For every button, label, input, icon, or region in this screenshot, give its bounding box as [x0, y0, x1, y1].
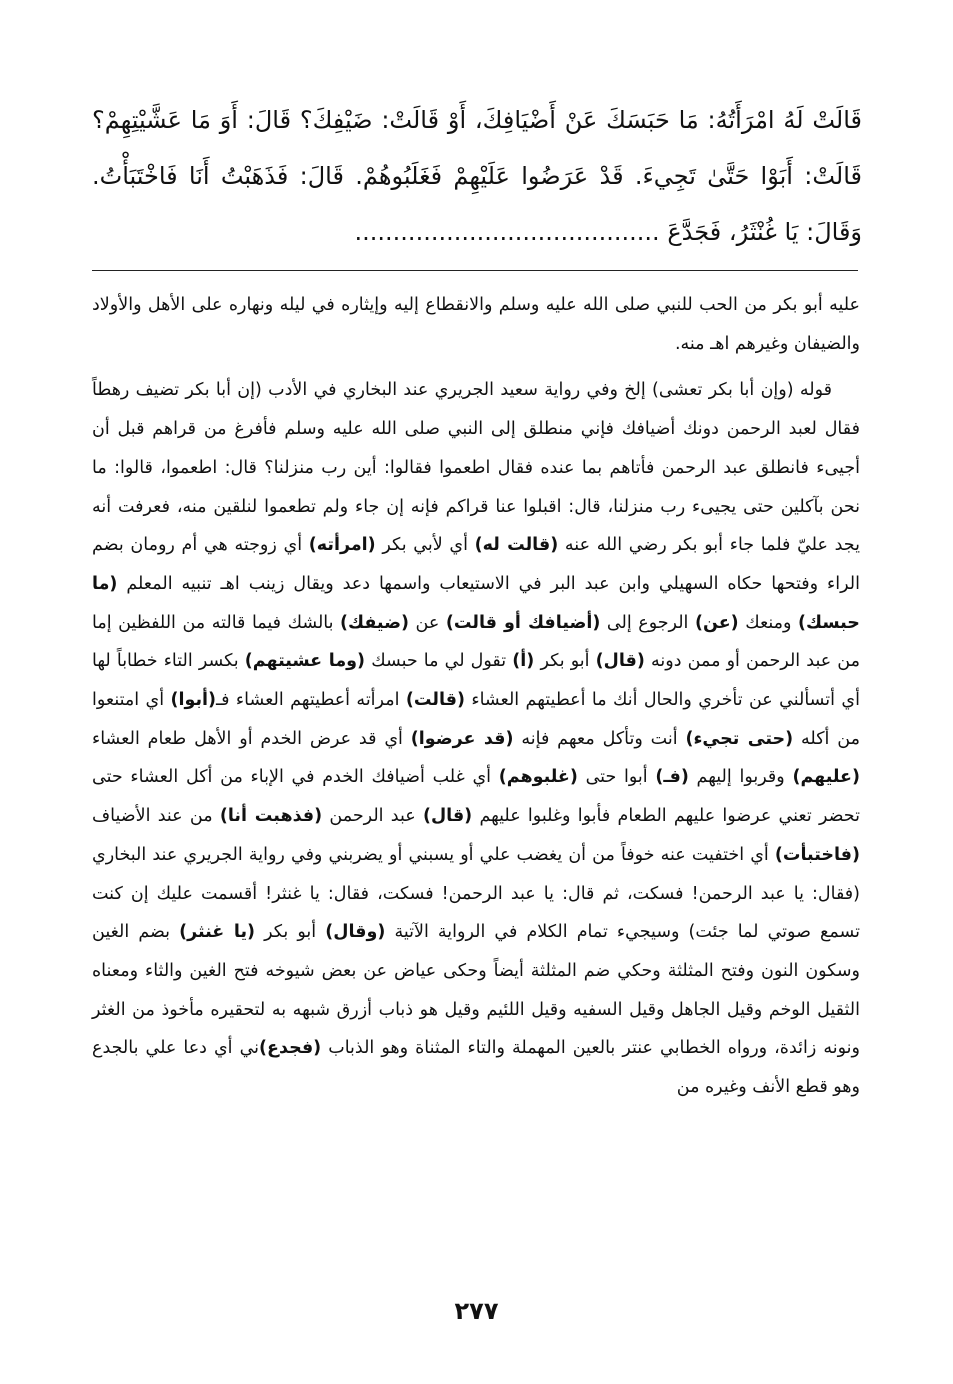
commentary-text-run: أي لأبي بكر — [382, 535, 468, 556]
bold-term: (ضيفك) — [340, 612, 409, 633]
bold-term: (امرأته) — [308, 535, 376, 556]
bold-term: (فجدع) — [259, 1038, 322, 1059]
commentary-paragraph-2 — [92, 371, 860, 1106]
bold-term: (قد عرضوا) — [410, 728, 514, 749]
hadith-text — [92, 92, 862, 260]
commentary-text-run: قوله (وإن أبا بكر تعشى) إلخ وفي رواية سعيد الجريري عند البخاري في الأدب (إن أبا بكر تضيف رهطاً فقال لعبد الرحمن دونك أضيافك فإني منطلق إلى النبي صلى الله عليه وسلم فأفرغ من قراهم قبل أن أجيىء فانطلق عبد الرحمن فأتاهم بما عنده فقال اطعموا فقالوا: أين رب منزلنا؟ قال: اطعموا، قالوا: ما نحن بآكلين حتى يجيىء رب منزلنا، قال: اقبلوا عنا قراكم فإنه إن جاء ولم تطعموا لنلقين منه، فعرفت أنه يجد عليّ فلما جاء أبو بكر رضي الله عنه — [92, 380, 860, 556]
commentary-text-run: أي غلب أضيافك الخدم في الإباء من أكل العشاء حتى تحضر تعني عرضوا عليهم الطعام فأبوا وغلبوا عليهم — [92, 767, 860, 827]
bold-term: (فذهبت أنا) — [219, 806, 323, 827]
commentary-text-run: أي زوجته هي أم رومان بضم الراء وفتحها حكاه السهيلي وابن عبد البر في الاستيعاب واسمها دعد ويقال زينب اهـ تنبيه المعلم — [92, 535, 860, 594]
bold-term: (فاختبأت) — [774, 844, 860, 865]
footnote-divider — [92, 270, 858, 271]
bold-term: (يا غنثر) — [179, 922, 256, 943]
commentary-paragraph-1: عليه أبو بكر من الحب للنبي صلى الله عليه وسلم والانقطاع إليه وإيثاره في ليله ونهاره على الأهل والأولاد والضيفان وغيرهم اهـ منه. — [92, 295, 860, 354]
commentary-text-run: أي امتنعوا من أكله — [92, 690, 860, 749]
bold-term: (وقال) — [325, 922, 386, 943]
bold-term: (قالت له) — [474, 535, 559, 556]
bold-term: (حتى تجيء) — [685, 728, 794, 749]
bold-term: (أ) — [512, 651, 535, 672]
bold-term: (فـ) — [655, 767, 689, 788]
bold-term: (قالت) — [405, 690, 465, 711]
commentary-text-run: عبد الرحمن — [329, 806, 416, 827]
bold-term: (غلبوهم) — [498, 767, 578, 788]
commentary-text-run: ني أي دعا علي بالجدع وهو قطع الأنف وغيره من — [92, 1038, 860, 1098]
commentary-text-run: ومنعك — [745, 612, 792, 633]
bold-term: (عن) — [694, 612, 739, 633]
commentary-text-run: بضم الغين وسكون النون وفتح المثلثة وحكي ضم المثلثة أيضاً وحكى عياض عن بعض شيوخه فتح الغين والثاء ومعناه الثقيل الوخم وقيل الجاهل وقيل السفيه وقيل اللئيم وقيل هو ذباب أزرق شبهه به لتحقيره مأخوذ من الغثر ونونه زائدة، ورواه الخطابي عنتر بالعين المهملة والتاء المثناة وهو الذباب — [92, 922, 860, 1059]
hadith-line-3: وَقَالَ: يَا غُنْثَرُ، فَجَدَّعَ ........................................ — [354, 218, 862, 246]
commentary-text-run: أبو بكر — [540, 651, 590, 672]
hadith-line-1: قَالَتْ لَهُ امْرَأَتُهُ: مَا حَبَسَكَ عَنْ أَضْيَافِكَ، أَوْ قَالَتْ: ضَيْفِكَ؟ قَالَ: أَوَ مَا عَشَّيْتِهِمْ؟ — [92, 106, 862, 134]
bold-term: (ما حبسك) — [92, 573, 860, 633]
commentary-text-run: وقربوا إليهم — [696, 767, 785, 788]
commentary-text-run: أي قد عرض الخدم أو الأهل طعام العشاء — [92, 728, 403, 749]
commentary-text-run: بالشك فيما قالته من اللفظين إما من عبد الرحمن أو ممن دونه — [92, 612, 860, 672]
commentary-text-run: أنت وتأكل معهم فإنه — [521, 728, 678, 749]
commentary-text-run: تقول لي ما حبسك — [371, 651, 507, 672]
bold-term: (أضيافك أو قالت) — [445, 612, 601, 633]
commentary-text-run: أبوا حتى — [585, 767, 648, 788]
bold-term: (قال) — [595, 651, 645, 672]
commentary-text-run: امرأته أعطيتهم العشاء فـ — [216, 690, 400, 711]
commentary-text-run: الرجوع إلى — [606, 612, 689, 633]
commentary-text-run: بكسر التاء خطاباً لها أي أتسألني عن تأخري والحال أنك ما أعطيتهم العشاء — [92, 651, 860, 711]
bold-term: (وما عشيتهم) — [244, 651, 366, 672]
commentary-text — [92, 286, 860, 1107]
bold-term: (قال) — [422, 806, 473, 827]
commentary-text-run: من عند الأضياف — [92, 806, 213, 827]
bold-term: (أبوا) — [170, 690, 217, 711]
commentary-text-run: أي اختفيت عنه خوفاً من أن يغضب علي أو يسبني أو يضربني وفي رواية الجريري عند البخاري (فقال: يا عبد الرحمن! فسكت، ثم قال: يا عبد الرحمن! فسكت، فقال: يا غنثر! أقسمت عليك إن كنت تسمع صوتي لما جئت) وسيجيء تمام الكلام في الرواية الآتية — [92, 844, 860, 943]
bold-term: (عليهم) — [792, 767, 860, 788]
commentary-text-run: عن — [415, 612, 440, 633]
commentary-text-run: أبو بكر — [264, 922, 317, 943]
page-number: ٢٧٧ — [454, 1297, 499, 1325]
hadith-line-2: قَالَتْ: أَبَوْا حَتَّىٰ تَجِيءَ. قَدْ عَرَضُوا عَلَيْهِمْ فَغَلَبُوهُمْ. قَالَ: فَذَهَبْتُ أَنَا فَاخْتَبَأْتُ. — [92, 162, 862, 190]
